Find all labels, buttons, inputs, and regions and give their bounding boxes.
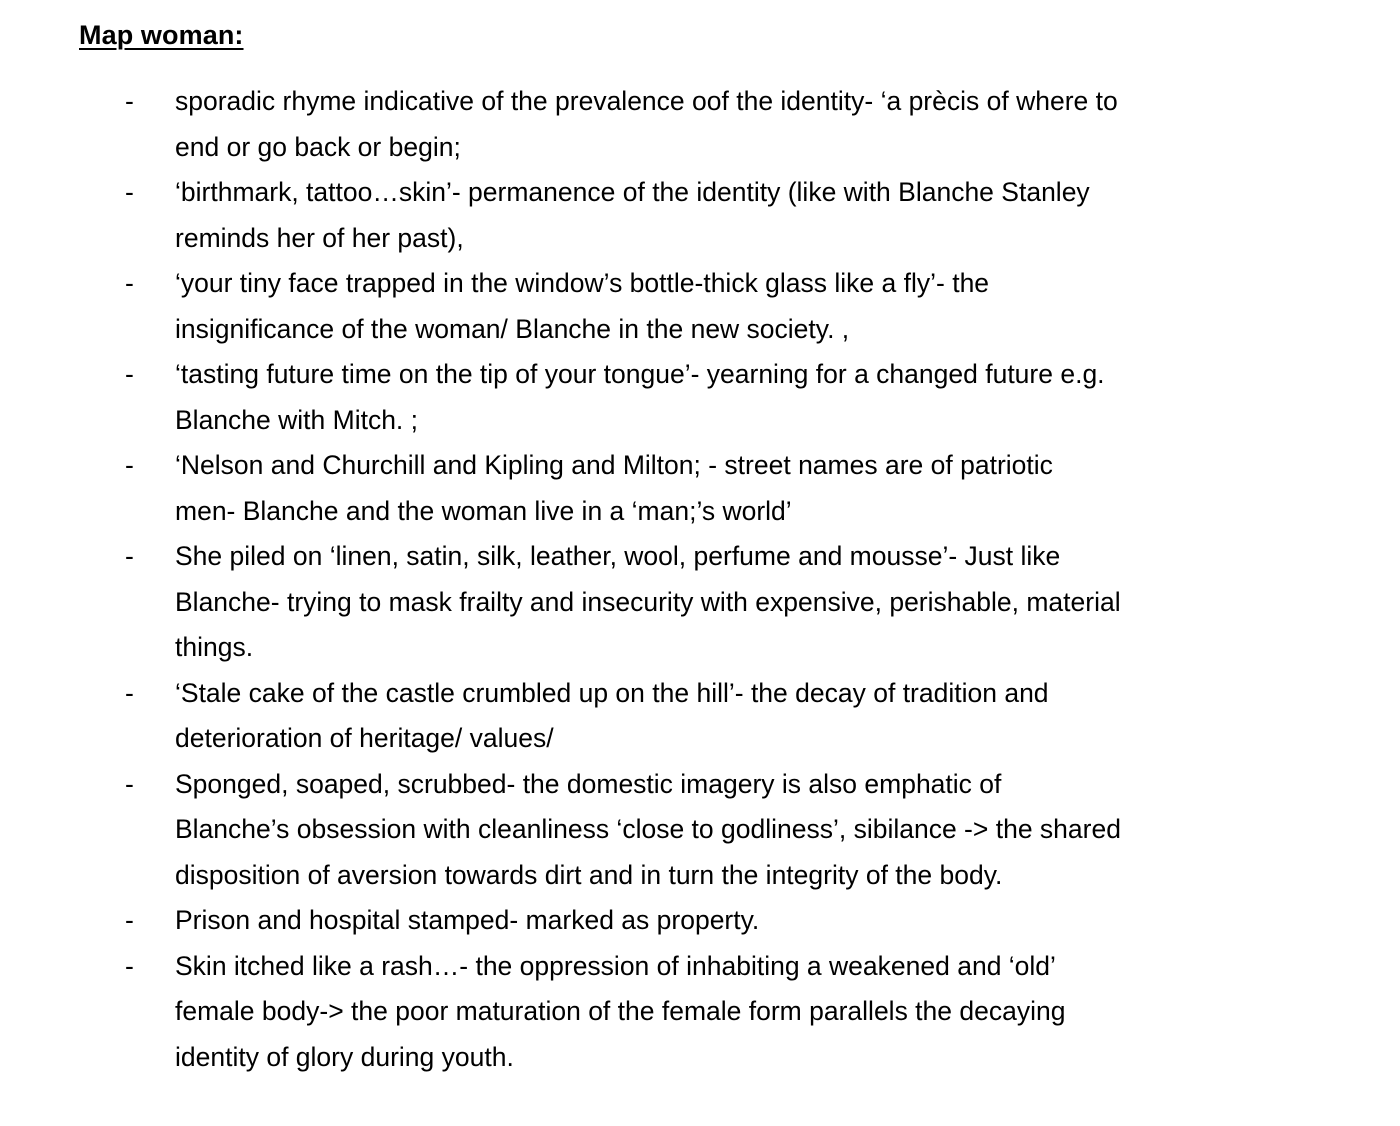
bullet-dash: -: [125, 177, 134, 207]
page-title: Map woman:: [79, 20, 244, 50]
note-text: ‘tasting future time on the tip of your tongue’- yearning for a changed future e.g. Blanche with Mitch. ;: [175, 359, 1105, 435]
note-text: ‘birthmark, tattoo…skin’- permanence of the identity (like with Blanche Stanley reminds her of her past),: [175, 177, 1090, 253]
note-text: She piled on ‘linen, satin, silk, leather, wool, perfume and mousse’- Just like Blanche- trying to mask frailty and insecurity with expensive, perishable, material things.: [175, 541, 1121, 662]
note-text: sporadic rhyme indicative of the prevalence oof the identity- ‘a prècis of where to end or go back or begin;: [175, 86, 1118, 162]
bullet-dash: -: [125, 677, 134, 708]
note-text: ‘Stale cake of the castle crumbled up on the hill’- the decay of tradition and deterioration of heritage/ values/: [175, 677, 1049, 753]
list-item: [0, 671, 1400, 762]
note-text: ‘Nelson and Churchill and Kipling and Milton; - street names are of patriotic men- Blanche and the woman live in a ‘man;’s world’: [175, 450, 1053, 526]
list-item: [0, 261, 1400, 352]
bullet-dash: -: [125, 359, 134, 389]
list-item: [0, 170, 1400, 261]
list-item: [0, 534, 1400, 671]
note-text: ‘your tiny face trapped in the window’s bottle-thick glass like a fly’- the insignificance of the woman/ Blanche in the new society. ,: [175, 268, 990, 344]
notes-list: [0, 79, 1400, 1080]
bullet-dash: -: [125, 86, 134, 116]
bullet-dash: -: [125, 950, 134, 981]
list-item: [0, 944, 1400, 1081]
list-item: [0, 79, 1400, 170]
bullet-dash: -: [125, 450, 134, 480]
list-item: [0, 762, 1400, 899]
bullet-dash: -: [125, 905, 134, 935]
note-text: Sponged, soaped, scrubbed- the domestic imagery is also emphatic of Blanche’s obsession with cleanliness ‘close to godliness’, sibilance -> the shared disposition of aversion towards dirt and in turn the integrity of the body.: [175, 768, 1121, 890]
list-item: [0, 443, 1400, 534]
bullet-dash: -: [125, 541, 134, 571]
list-item: [0, 352, 1400, 443]
list-item: [0, 898, 1400, 944]
note-text: Skin itched like a rash…- the oppression of inhabiting a weakened and ‘old’ female body-> the poor maturation of the female form parallels the decaying identity of glory during youth.: [175, 950, 1066, 1072]
bullet-dash: -: [125, 768, 134, 799]
note-text: Prison and hospital stamped- marked as property.: [175, 905, 760, 935]
bullet-dash: -: [125, 268, 134, 298]
